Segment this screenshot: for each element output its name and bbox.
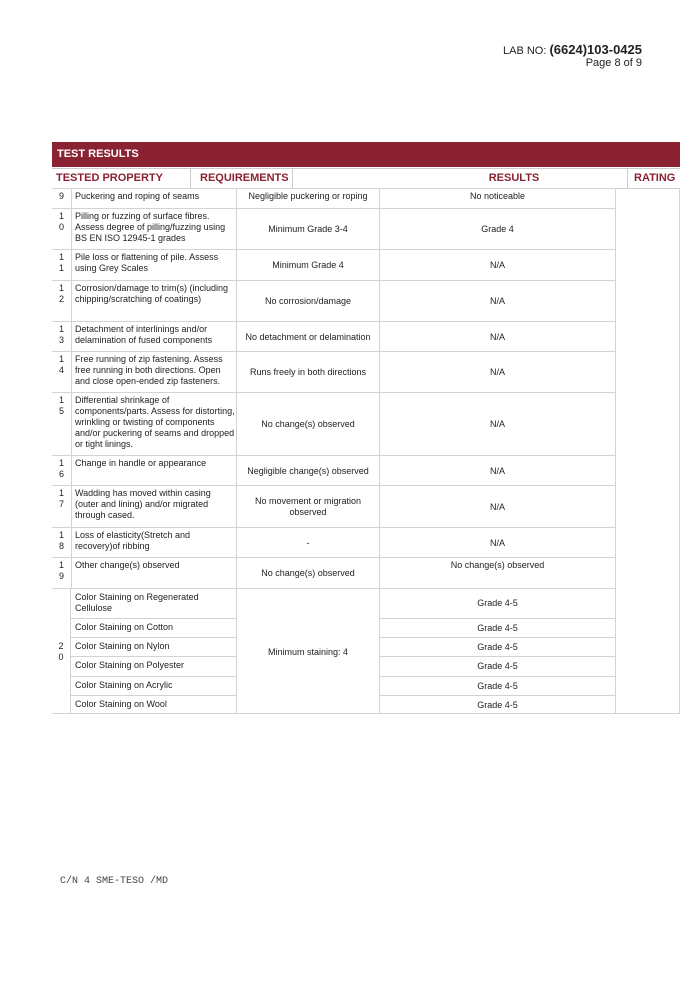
result: N/A <box>489 260 505 270</box>
row-number: 1 6 <box>52 456 72 486</box>
table-row <box>52 208 615 250</box>
staining-property: Color Staining on Cotton <box>71 618 237 637</box>
row-number: 1 7 <box>52 486 72 528</box>
result: No change(s) observed <box>450 560 545 570</box>
result: Grade 4 <box>481 224 514 234</box>
tested-property: Differential shrinkage of components/parts. Assess for distorting, wrinkling or twisting of components and/or puckering of seams and dropped or tight linings. <box>71 393 237 456</box>
tested-property: Pile loss or flattening of pile. Assess using Grey Scales <box>71 250 237 281</box>
table-row <box>52 455 615 486</box>
requirement: Minimum Grade 3-4 <box>237 209 380 250</box>
requirement: Minimum Grade 4 <box>237 250 380 281</box>
lab-number-line <box>503 42 642 57</box>
page-number: Page 8 of 9 <box>585 57 642 69</box>
staining-result: Grade 4-5 <box>380 588 615 618</box>
staining-result: Grade 4-5 <box>380 676 615 695</box>
section-title: TEST RESULTS <box>52 142 680 167</box>
result: N/A <box>489 537 505 548</box>
requirement: - <box>237 528 380 558</box>
column-header-row <box>52 168 680 189</box>
lab-label: LAB NO: <box>503 45 547 57</box>
requirement: Negligible change(s) observed <box>237 456 380 486</box>
table-row <box>52 527 615 558</box>
tested-property: Corrosion/damage to trim(s) (including chipping/scratching of coatings) <box>71 281 237 322</box>
result: No noticeable <box>469 191 526 201</box>
staining-property: Color Staining on Acrylic <box>71 676 237 695</box>
column-header-results: RESULTS <box>488 172 540 184</box>
tested-property: Change in handle or appearance <box>71 456 237 486</box>
report-header <box>503 42 642 69</box>
row-number: 1 5 <box>52 393 72 456</box>
staining-property: Color Staining on Regenerated Cellulose <box>71 588 237 618</box>
result: N/A <box>489 331 505 342</box>
requirement: No change(s) observed <box>237 393 380 456</box>
requirement: No change(s) observed <box>237 558 380 589</box>
table-row <box>52 321 615 352</box>
tested-property: Puckering and roping of seams <box>71 189 237 209</box>
lab-number: (6624)103-0425 <box>549 42 642 57</box>
tested-property: Other change(s) observed <box>71 558 237 589</box>
tested-property: Loss of elasticity(Stretch and recovery)of ribbing <box>71 528 237 558</box>
staining-property: Color Staining on Nylon <box>71 637 237 656</box>
requirement: No movement or migration observed <box>237 486 380 528</box>
column-header-property: TESTED PROPERTY <box>56 172 163 184</box>
table-row <box>52 188 615 209</box>
staining-requirement: Minimum staining: 4 <box>237 588 380 714</box>
requirement: No detachment or delamination <box>237 322 380 352</box>
requirement: Negligible puckering or roping <box>237 189 380 209</box>
result: N/A <box>489 465 505 476</box>
staining-result: Grade 4-5 <box>380 618 615 637</box>
column-header-requirements: REQUIREMENTS <box>200 172 289 184</box>
rating-column <box>615 188 680 714</box>
row-number: 1 9 <box>52 558 72 589</box>
tested-property: Wadding has moved within casing (outer and lining) and/or migrated through cased. <box>71 486 237 528</box>
table-row <box>52 485 615 528</box>
row-number: 2 0 <box>52 588 71 714</box>
tested-property: Free running of zip fastening. Assess free running in both directions. Open and close open-ended zip fasteners. <box>71 352 237 393</box>
result: N/A <box>489 419 505 429</box>
result: N/A <box>489 296 505 306</box>
row-number: 1 2 <box>52 281 72 322</box>
row-number: 1 4 <box>52 352 72 393</box>
staining-property: Color Staining on Wool <box>71 695 237 714</box>
requirement: Runs freely in both directions <box>237 352 380 393</box>
footer-code: C/N 4 SME-TESO /MD <box>60 876 169 887</box>
staining-result: Grade 4-5 <box>380 695 615 714</box>
table-row <box>52 557 615 589</box>
table-row <box>52 249 615 281</box>
table-row <box>52 392 615 456</box>
tested-property: Pilling or fuzzing of surface fibres. Assess degree of pilling/fuzzing using BS EN ISO 12945-1 grades <box>71 209 237 250</box>
row-number: 1 0 <box>52 209 72 250</box>
table-row <box>52 280 615 322</box>
column-header-rating: RATING <box>634 172 676 184</box>
column-divider <box>190 169 191 188</box>
table-bottom-border <box>52 713 680 714</box>
result: N/A <box>489 501 505 512</box>
staining-property: Color Staining on Polyester <box>71 656 237 676</box>
row-number: 1 8 <box>52 528 72 558</box>
tested-property: Detachment of interlinings and/or delamination of fused components <box>71 322 237 352</box>
row-number: 1 3 <box>52 322 72 352</box>
row-number: 1 1 <box>52 250 72 281</box>
row-number: 9 <box>52 189 72 209</box>
result: N/A <box>489 367 505 377</box>
results-table <box>52 188 680 714</box>
requirement: No corrosion/damage <box>237 281 380 322</box>
column-divider <box>627 169 628 188</box>
table-row <box>52 351 615 393</box>
staining-result: Grade 4-5 <box>380 637 615 656</box>
staining-result: Grade 4-5 <box>380 656 615 676</box>
column-divider <box>292 169 293 188</box>
